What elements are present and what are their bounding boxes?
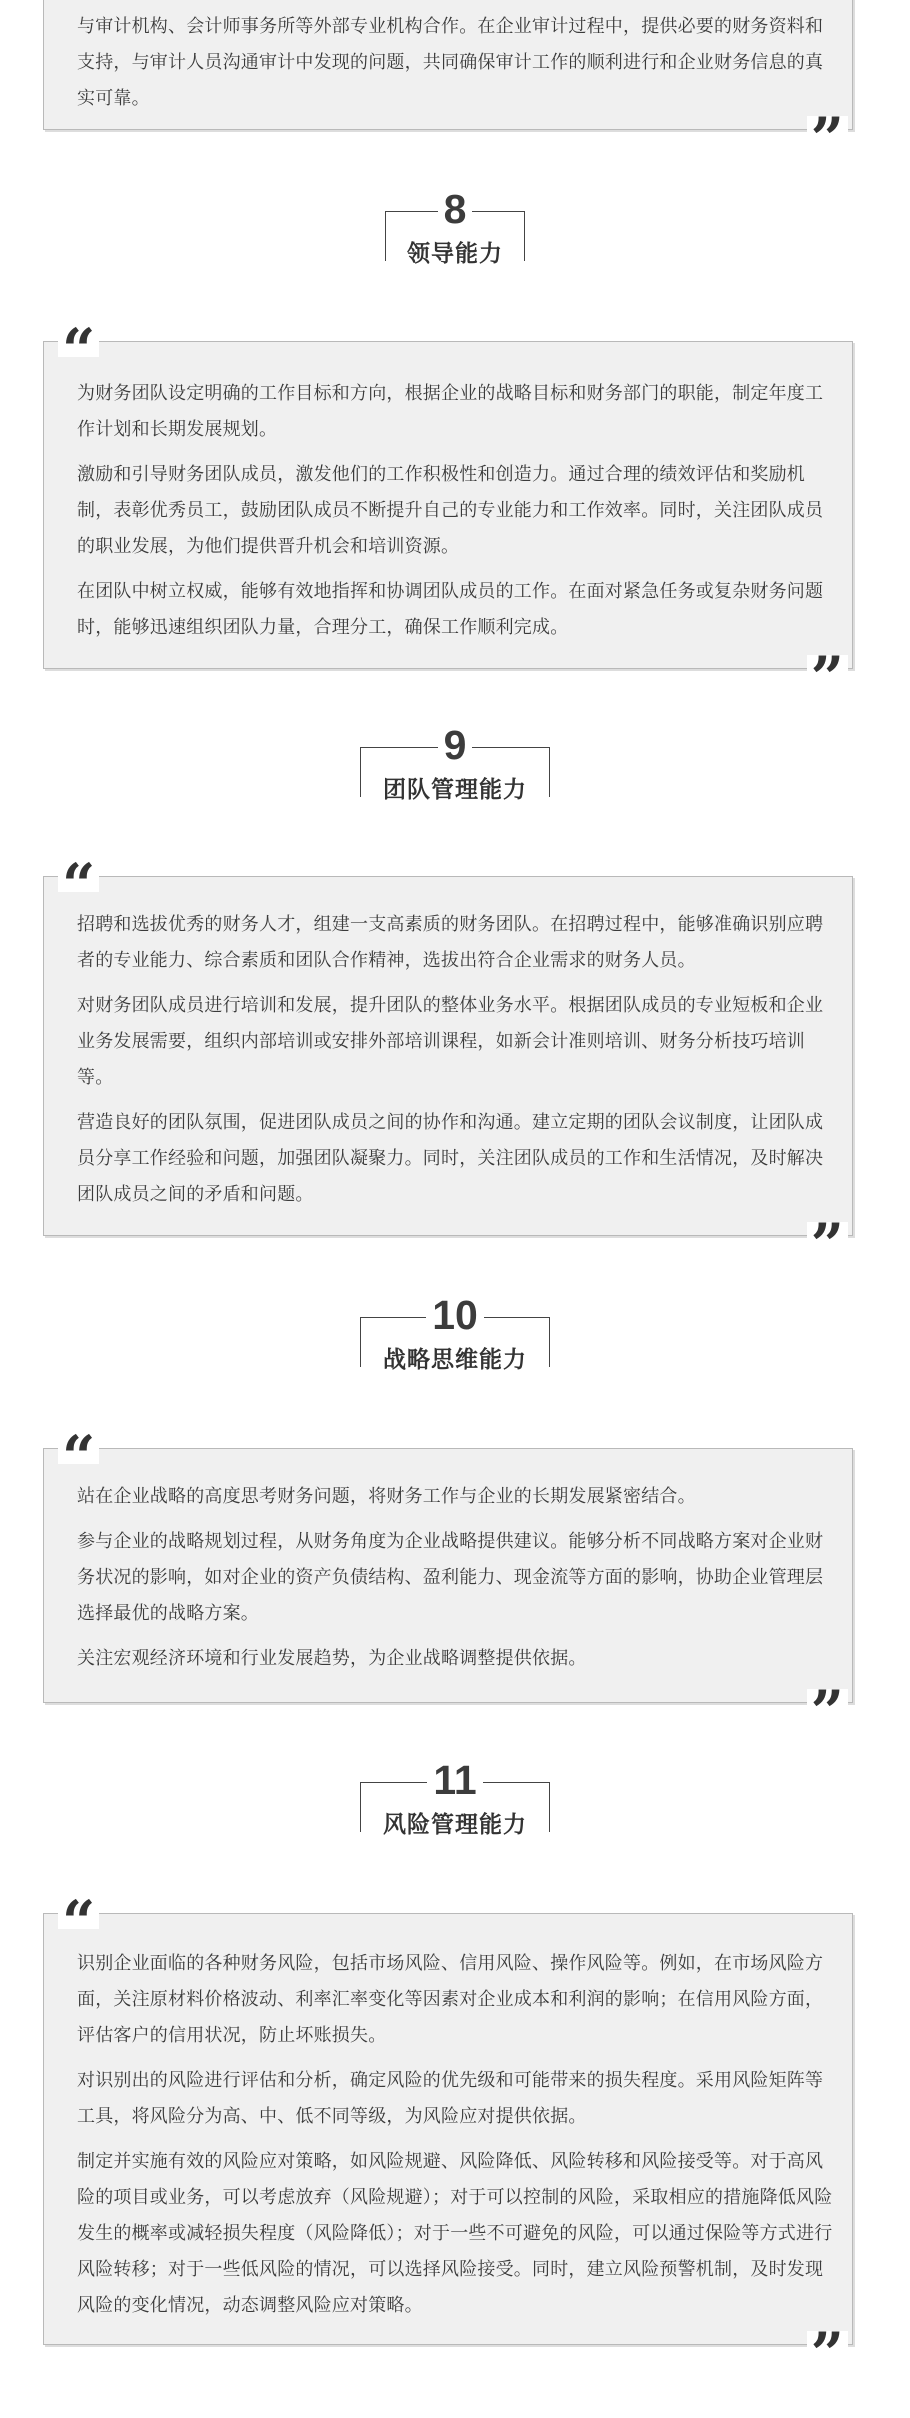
section-header-10 — [0, 1293, 910, 1393]
close-quote-icon: ” — [807, 655, 848, 685]
section-header-8 — [0, 187, 910, 287]
section-number: 8 — [0, 187, 910, 231]
paragraph: 为财务团队设定明确的工作目标和方向，根据企业的战略目标和财务部门的职能，制定年度工作计划和长期发展规划。 — [77, 383, 824, 440]
close-quote-icon: ” — [807, 116, 848, 146]
paragraph: 对识别出的风险进行评估和分析，确定风险的优先级和可能带来的损失程度。采用风险矩阵等工具，将风险分为高、中、低不同等级，为风险应对提供依据。 — [77, 2070, 824, 2127]
section-title: 团队管理能力 — [0, 773, 910, 807]
paragraph: 制定并实施有效的风险应对策略，如风险规避、风险降低、风险转移和风险接受等。对于高风险的项目或业务，可以考虑放弃（风险规避）；对于可以控制的风险，采取相应的措施降低风险发生的概率或减轻损失程度（风险降低）；对于一些不可避免的风险，可以通过保险等方式进行风险转移；对于一些低风险的情况，可以选择风险接受。同时，建立风险预警机制，及时发现风险的变化情况，动态调整风险应对策略。 — [77, 2151, 833, 2316]
paragraph: 站在企业战略的高度思考财务问题，将财务工作与企业的长期发展紧密结合。 — [77, 1486, 696, 1507]
open-quote-icon: “ — [58, 862, 99, 892]
quote-box-9 — [43, 851, 853, 1279]
section-header-9 — [0, 723, 910, 823]
section-number: 9 — [0, 723, 910, 767]
open-quote-icon: “ — [58, 327, 99, 357]
open-quote-icon: “ — [58, 1434, 99, 1464]
section-number: 10 — [0, 1293, 910, 1337]
open-quote-icon: “ — [58, 1899, 99, 1929]
paragraph: 营造良好的团队氛围，促进团队成员之间的协作和沟通。建立定期的团队会议制度，让团队成员分享工作经验和问题，加强团队凝聚力。同时，关注团队成员的工作和生活情况，及时解决团队成员之间的矛盾和问题。 — [77, 1112, 824, 1205]
quote-box-10 — [43, 1423, 853, 1746]
paragraph: 招聘和选拔优秀的财务人才，组建一支高素质的财务团队。在招聘过程中，能够准确识别应聘者的专业能力、综合素质和团队合作精神，选拔出符合企业需求的财务人员。 — [77, 914, 824, 971]
paragraph: 识别企业面临的各种财务风险，包括市场风险、信用风险、操作风险等。例如，在市场风险方面，关注原材料价格波动、利率汇率变化等因素对企业成本和利润的影响；在信用风险方面，评估客户的信用状况，防止坏账损失。 — [77, 1953, 824, 2046]
section-title: 领导能力 — [0, 237, 910, 271]
section-title: 战略思维能力 — [0, 1343, 910, 1377]
section-title: 风险管理能力 — [0, 1808, 910, 1842]
paragraph: 激励和引导财务团队成员，激发他们的工作积极性和创造力。通过合理的绩效评估和奖励机制，表彰优秀员工，鼓励团队成员不断提升自己的专业能力和工作效率。同时，关注团队成员的职业发展，为他们提供晋升机会和培训资源。 — [77, 464, 824, 557]
paragraph: 在团队中树立权威，能够有效地指挥和协调团队成员的工作。在面对紧急任务或复杂财务问题时，能够迅速组织团队力量，合理分工，确保工作顺利完成。 — [77, 581, 824, 638]
section-header-11 — [0, 1758, 910, 1858]
section-number: 11 — [0, 1758, 910, 1802]
close-quote-icon: ” — [807, 1689, 848, 1719]
paragraph: 与审计机构、会计师事务所等外部专业机构合作。在企业审计过程中，提供必要的财务资料和支持，与审计人员沟通审计中发现的问题，共同确保审计工作的顺利进行和企业财务信息的真实可靠。 — [77, 16, 824, 109]
quote-box-intro — [43, 0, 853, 173]
paragraph: 关注宏观经济环境和行业发展趋势，为企业战略调整提供依据。 — [77, 1648, 587, 1669]
quote-box-8 — [43, 316, 853, 712]
paragraph: 参与企业的战略规划过程，从财务角度为企业战略提供建议。能够分析不同战略方案对企业财务状况的影响，如对企业的资产负债结构、盈利能力、现金流等方面的影响，协助企业管理层选择最优的战略方案。 — [77, 1531, 824, 1624]
quote-box-11 — [43, 1888, 853, 2388]
close-quote-icon: ” — [807, 2331, 848, 2361]
close-quote-icon: ” — [807, 1222, 848, 1252]
paragraph: 对财务团队成员进行培训和发展，提升团队的整体业务水平。根据团队成员的专业短板和企业业务发展需要，组织内部培训或安排外部培训课程，如新会计准则培训、财务分析技巧培训等。 — [77, 995, 824, 1088]
